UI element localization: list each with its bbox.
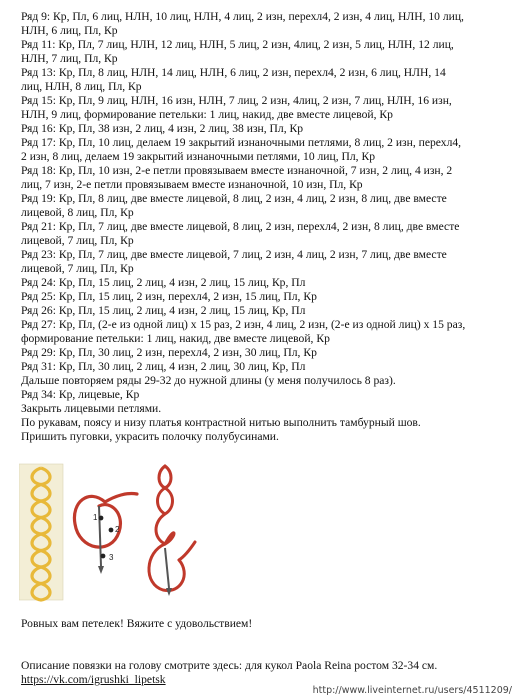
instruction-line: Закрыть лицевыми петлями. xyxy=(21,402,162,415)
step-number: 3 xyxy=(109,553,114,562)
instruction-line: Пришить пуговки, украсить полочку полубусинами. xyxy=(21,430,279,443)
chain-stitch-illustration xyxy=(19,462,199,602)
instruction-line: По рукавам, поясу и низу платья контрастной нитью выполнить тамбурный шов. xyxy=(21,416,421,429)
instruction-line: НЛН, 6 лиц, Пл, Кр xyxy=(21,24,118,37)
instruction-line: Ряд 9: Кр, Пл, 6 лиц, НЛН, 10 лиц, НЛН, 4 лиц, 2 изн, перехл4, 2 изн, 4 лиц, НЛН, 10 лиц, xyxy=(21,10,464,23)
instruction-line: 2 изн, 8 лиц, делаем 19 закрытий изнаночными петлями, 10 лиц, Пл, Кр xyxy=(21,150,375,163)
instruction-line: Ряд 13: Кр, Пл, 8 лиц, НЛН, 14 лиц, НЛН, 6 лиц, 2 изн, перехл4, 2 изн, 6 лиц, НЛН, 14 xyxy=(21,66,446,79)
instruction-line: Ряд 17: Кр, Пл, 10 лиц, делаем 19 закрытий изнаночными петлями, 8 лиц, 2 изн, перехл4, xyxy=(21,136,462,149)
needle xyxy=(165,548,169,588)
thread-tail xyxy=(105,493,137,502)
instruction-line: Ряд 16: Кр, Пл, 38 изн, 2 лиц, 4 изн, 2 лиц, 38 изн, Пл, Кр xyxy=(21,122,304,135)
step-point-3 xyxy=(101,554,106,559)
pattern-instructions xyxy=(21,10,499,444)
watermark: http://www.liveinternet.ru/users/4511209/ xyxy=(312,685,512,696)
instruction-line: формирование петельки: 1 лиц, накид, две вместе лицевой, Кр xyxy=(21,332,330,345)
instruction-line: Ряд 15: Кр, Пл, 9 лиц, НЛН, 16 изн, НЛН, 7 лиц, 2 изн, 4лиц, 2 изн, 7 лиц, НЛН, 16 изн, xyxy=(21,94,452,107)
instruction-line: Ряд 24: Кр, Пл, 15 лиц, 2 лиц, 4 изн, 2 лиц, 15 лиц, Кр, Пл xyxy=(21,276,306,289)
chain-loops xyxy=(156,466,174,544)
instruction-line: лицевой, 7 лиц, Пл, Кр xyxy=(21,262,134,275)
chain-progress-panel xyxy=(149,466,195,596)
step-point-2 xyxy=(109,528,114,533)
instruction-line: Ряд 23: Кр, Пл, 7 лиц, две вместе лицевой, 7 лиц, 2 изн, 4 лиц, 2 изн, 7 лиц, две вместе xyxy=(21,248,447,261)
instruction-line: Ряд 31: Кр, Пл, 30 лиц, 2 лиц, 4 изн, 2 лиц, 30 лиц, Кр, Пл xyxy=(21,360,306,373)
instruction-line: НЛН, 7 лиц, Пл, Кр xyxy=(21,52,118,65)
instruction-line: лиц, 7 изн, 2-е петли провязываем вместе изнаночной, 10 изн, Пл, Кр xyxy=(21,178,363,191)
instruction-line: Ряд 34: Кр, лицевые, Кр xyxy=(21,388,140,401)
instruction-line: лиц, НЛН, 8 лиц, Пл, Кр xyxy=(21,80,142,93)
instruction-line: Ряд 11: Кр, Пл, 7 лиц, НЛН, 12 лиц, НЛН, 5 лиц, 2 изн, 4лиц, 2 изн, 5 лиц, НЛН, 12 лиц, xyxy=(21,38,454,51)
instruction-line: лицевой, 8 лиц, Пл, Кр xyxy=(21,206,134,219)
instruction-line: Ряд 19: Кр, Пл, 8 лиц, две вместе лицевой, 8 лиц, 2 изн, 4 лиц, 2 изн, 8 лиц, две вместе xyxy=(21,192,447,205)
instruction-line: Ряд 25: Кр, Пл, 15 лиц, 2 изн, перехл4, 2 изн, 15 лиц, Пл, Кр xyxy=(21,290,317,303)
instruction-line: Ряд 27: Кр, Пл, (2-е из одной лиц) х 15 раз, 2 изн, 4 лиц, 2 изн, (2-е из одной лиц) х 15 раз, xyxy=(21,318,466,331)
instruction-line: НЛН, 9 лиц, формирование петельки: 1 лиц, накид, две вместе лицевой, Кр xyxy=(21,108,393,121)
instruction-line: Ряд 21: Кр, Пл, 7 лиц, две вместе лицевой, 8 лиц, 2 изн, перехл4, 2 изн, 8 лиц, две вместе xyxy=(21,220,460,233)
needle-tip xyxy=(98,566,104,574)
step-point-1 xyxy=(99,516,104,521)
needle xyxy=(99,506,101,566)
instruction-line: Ряд 29: Кр, Пл, 30 лиц, 2 изн, перехл4, 2 изн, 30 лиц, Пл, Кр xyxy=(21,346,317,359)
finished-chain-panel xyxy=(19,464,63,600)
closing-wish: Ровных вам петелек! Вяжите с удовольствием! xyxy=(21,617,253,630)
first-loop-panel xyxy=(74,493,137,574)
vk-link[interactable]: https://vk.com/igrushki_lipetsk xyxy=(21,673,166,686)
headband-note: Описание повязки на голову смотрите здесь: для кукол Paola Reina ростом 32-34 см. xyxy=(21,659,438,672)
thread-end xyxy=(179,542,195,560)
instruction-line: Ряд 26: Кр, Пл, 15 лиц, 2 лиц, 4 изн, 2 лиц, 15 лиц, Кр, Пл xyxy=(21,304,306,317)
instruction-line: Ряд 18: Кр, Пл, 10 изн, 2-е петли провязываем вместе изнаночной, 7 изн, 2 лиц, 4 изн, 2 xyxy=(21,164,453,177)
step-number: 1 xyxy=(93,513,98,522)
instruction-line: лицевой, 7 лиц, Пл, Кр xyxy=(21,234,134,247)
step-number: 2 xyxy=(115,525,120,534)
instruction-line: Дальше повторяем ряды 29-32 до нужной длины (у меня получилось 8 раз). xyxy=(21,374,396,387)
